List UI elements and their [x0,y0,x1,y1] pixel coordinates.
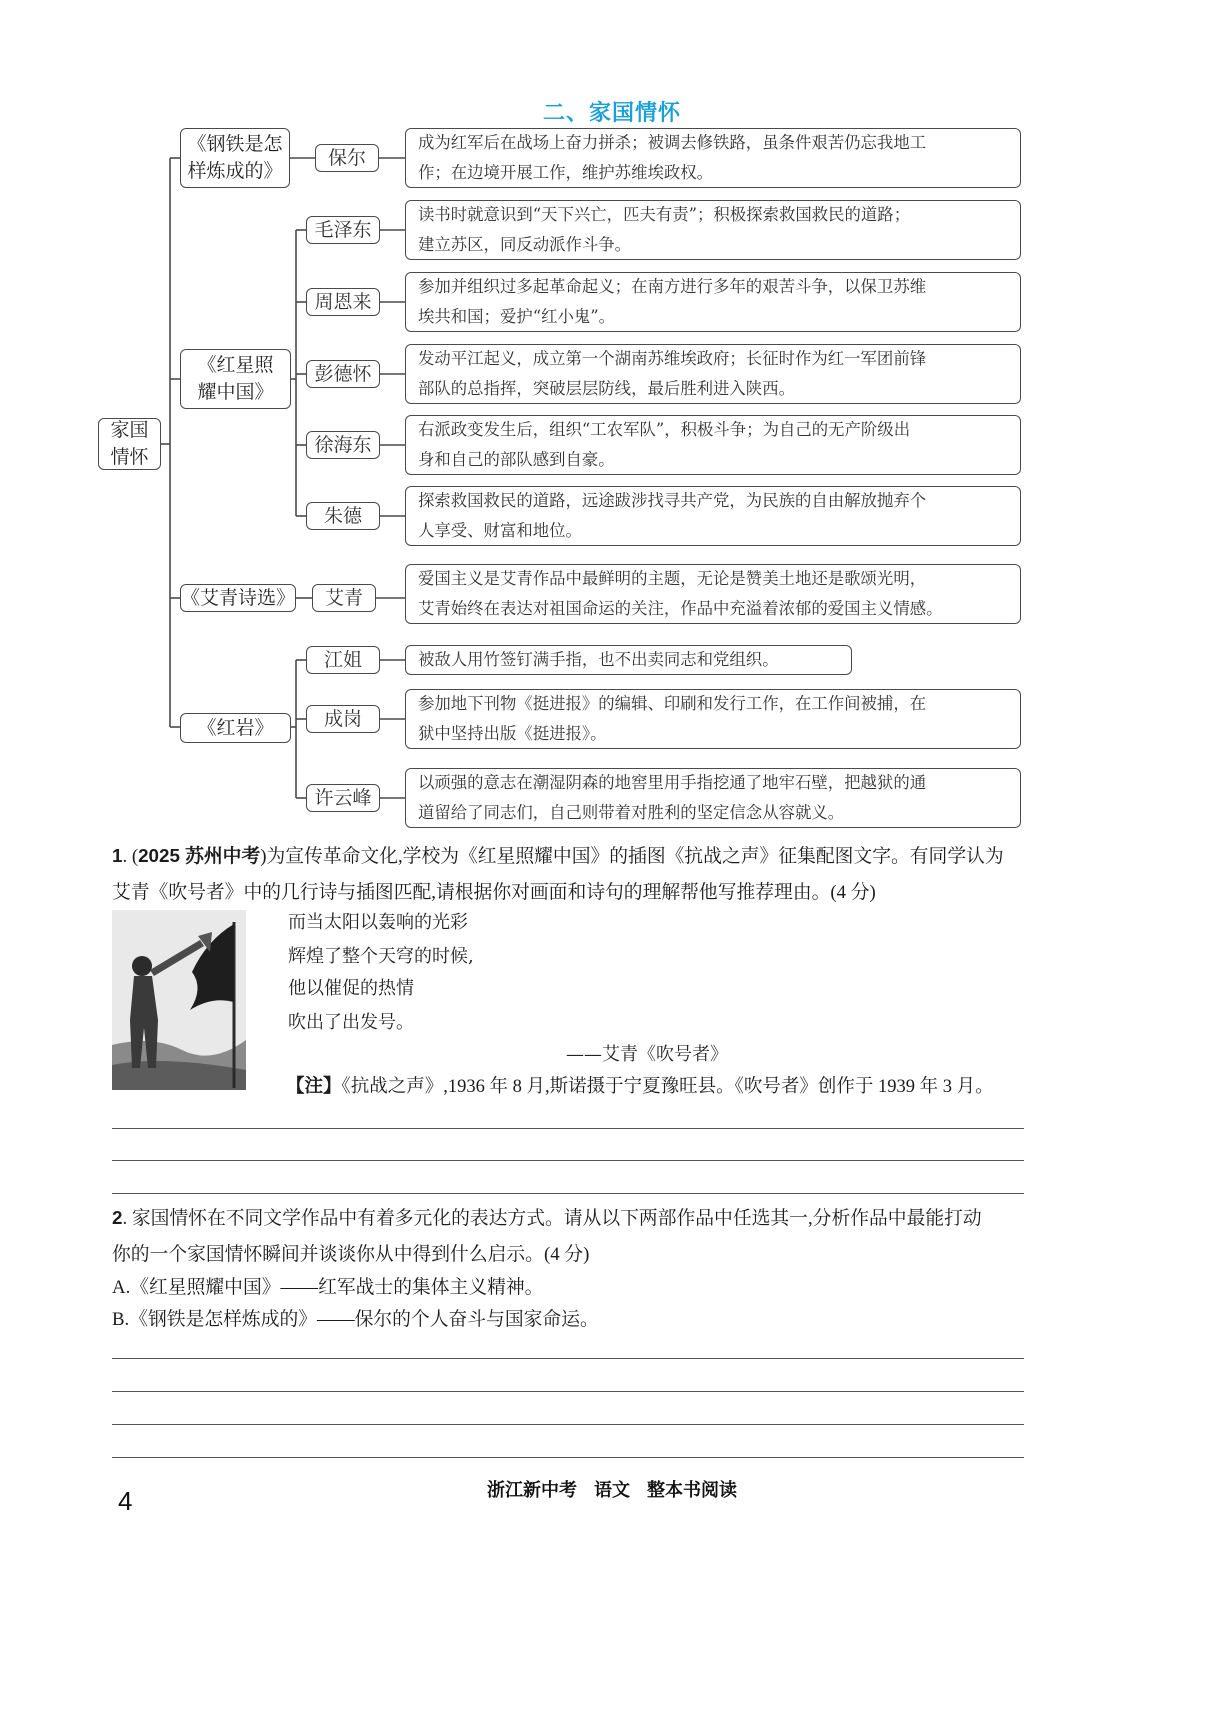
answer-line[interactable] [112,1424,1024,1425]
question-1-text: 1. (2025 苏州中考)为宣传革命文化,学校为《红星照耀中国》的插图《抗战之声》征集配图文字。有同学认为 艾青《吹号者》中的几行诗与插图匹配,请根据你对画面和诗句的理解帮他写推荐理由。(4 分) [112,845,1004,903]
book-node-red-star: 《红星照 耀中国》 [180,349,291,409]
desc-box-xu-yunfeng: 以顽强的意志在潮湿阴森的地窖里用手指挖通了地牢石壁，把越狱的通 道留给了同志们，自己则带着对胜利的坚定信念从容就义。 [405,768,1021,828]
section-title: 二、家国情怀 [542,100,681,125]
page-footer: 浙江新中考 语文 整本书阅读 [486,1480,737,1500]
book-node-red-rock: 《红岩》 [180,713,291,743]
question-1-note: 【注】《抗战之声》,1936 年 8 月,斯诺摄于宁夏豫旺县。《吹号者》创作于 1939 年 3 月。 [286,1075,994,1097]
answer-line[interactable] [112,1358,1024,1359]
desc-box-jiangjie: 被敌人用竹签钉满手指，也不出卖同志和党组织。 [405,645,852,675]
desc-box-zhu: 探索救国救民的道路，远途跋涉找寻共产党，为民族的自由解放抛弃个 人享受、财富和地位。 [405,486,1021,546]
poem-line-1: 而当太阳以轰响的光彩 [288,912,468,933]
book-node-aiqing: 《艾青诗选》 [180,584,296,612]
person-node-mao: 毛泽东 [306,216,380,244]
mindmap-root: 家国 情怀 [98,418,161,470]
answer-line[interactable] [112,1128,1024,1129]
desc-box-aiqing: 爱国主义是艾青作品中最鲜明的主题，无论是赞美土地还是歌颂光明， 艾青始终在表达对祖国命运的关注，作品中充溢着浓郁的爱国主义情感。 [405,564,1021,624]
person-node-peng: 彭德怀 [306,360,380,388]
poem-attribution: ——艾青《吹号者》 [566,1044,728,1065]
question-2-option-a: A.《红星照耀中国》——红军战士的集体主义精神。 [112,1277,544,1298]
desc-box-peng: 发动平江起义，成立第一个湖南苏维埃政府；长征时作为红一军团前锋 部队的总指挥，突破层层防线，最后胜利进入陕西。 [405,344,1021,404]
bugler-photo [112,910,246,1090]
desc-box-zhou: 参加并组织过多起革命起义；在南方进行多年的艰苦斗争，以保卫苏维 埃共和国；爱护“红小鬼”。 [405,272,1021,332]
poem-line-4: 吹出了出发号。 [288,1012,414,1033]
person-node-zhu: 朱德 [306,502,380,530]
answer-line[interactable] [112,1457,1024,1458]
page-number: 4 [118,1486,133,1516]
question-2-option-b: B.《钢铁是怎样炼成的》——保尔的个人奋斗与国家命运。 [112,1309,599,1330]
poem-line-3: 他以催促的热情 [288,978,414,999]
desc-box-mao: 读书时就意识到“天下兴亡，匹夫有责”；积极探索救国救民的道路； 建立苏区，同反动派作斗争。 [405,200,1021,260]
person-node-jiangjie: 江姐 [306,646,380,674]
answer-line[interactable] [112,1160,1024,1161]
person-node-aiqing: 艾青 [312,584,376,612]
person-node-xu-yunfeng: 许云峰 [306,784,380,812]
person-node-paul: 保尔 [315,144,379,172]
desc-box-xu-haidong: 右派政变发生后，组织“工农军队”，积极斗争；为自己的无产阶级出 身和自己的部队感到自豪。 [405,415,1021,475]
answer-line[interactable] [112,1391,1024,1392]
person-node-xu-haidong: 徐海东 [306,431,380,459]
person-node-zhou: 周恩来 [306,288,380,316]
desc-box-paul: 成为红军后在战场上奋力拼杀；被调去修铁路，虽条件艰苦仍忘我地工 作；在边境开展工作，维护苏维埃政权。 [405,128,1021,188]
desc-box-chenggang: 参加地下刊物《挺进报》的编辑、印刷和发行工作，在工作间被捕，在 狱中坚持出版《挺进报》。 [405,689,1021,749]
book-node-steel: 《钢铁是怎 样炼成的》 [180,128,290,188]
poem-line-2: 辉煌了整个天穹的时候, [288,946,474,967]
person-node-chenggang: 成岗 [306,705,380,733]
answer-line[interactable] [112,1193,1024,1194]
question-2-text: 2. 家国情怀在不同文学作品中有着多元化的表达方式。请从以下两部作品中任选其一,分析作品中最能打动 你的一个家国情怀瞬间并谈谈你从中得到什么启示。(4 分) [112,1207,982,1265]
